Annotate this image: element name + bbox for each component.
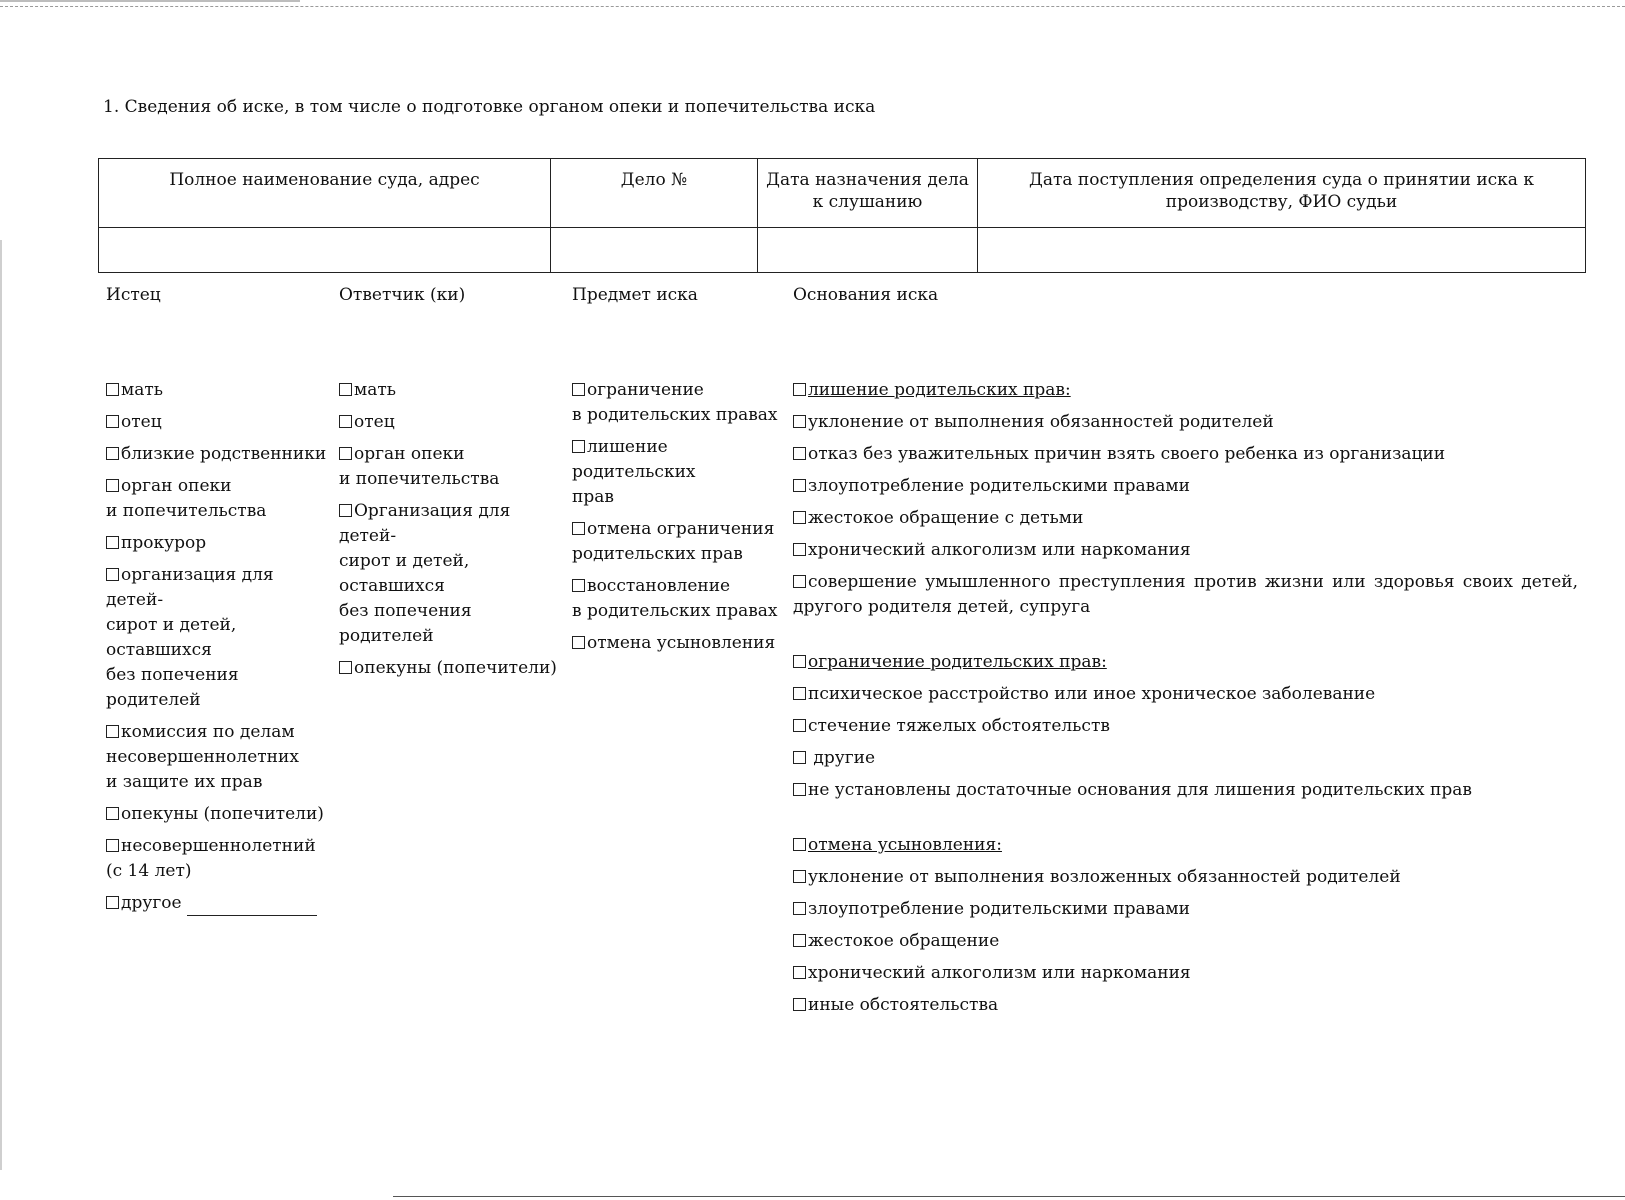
checkbox-icon[interactable]	[106, 536, 119, 549]
defendant-options	[339, 378, 564, 681]
grounds-option[interactable]: стечение тяжелых обстоятельств	[793, 714, 1578, 739]
plaintiff-column	[106, 283, 331, 923]
checkbox-icon[interactable]	[572, 636, 585, 649]
checkbox-icon[interactable]	[793, 655, 806, 668]
grounds-option[interactable]: злоупотребление родительскими правами	[793, 897, 1578, 922]
grounds-group-title[interactable]	[793, 833, 1578, 858]
grounds-option[interactable]: хронический алкоголизм или наркомания	[793, 538, 1578, 563]
checkbox-icon[interactable]	[106, 896, 119, 909]
subject-option[interactable]: отмена усыновления	[572, 631, 787, 656]
scan-artifact-dashed	[0, 6, 1625, 7]
checkbox-icon[interactable]	[106, 839, 119, 852]
checkbox-icon[interactable]	[106, 479, 119, 492]
checkbox-icon[interactable]	[793, 575, 806, 588]
plaintiff-option[interactable]: опекуны (попечители)	[106, 802, 331, 827]
grounds-group-title[interactable]	[793, 378, 1578, 403]
grounds-option[interactable]: иные обстоятельства	[793, 993, 1578, 1018]
checkbox-icon[interactable]	[339, 383, 352, 396]
grounds-group	[793, 833, 1578, 1018]
checkbox-icon[interactable]	[572, 579, 585, 592]
grounds-option[interactable]: уклонение от выполнения возложенных обязанностей родителей	[793, 865, 1578, 890]
checkbox-icon[interactable]	[106, 447, 119, 460]
grounds-option[interactable]: жестокое обращение	[793, 929, 1578, 954]
grounds-group-label: лишение родительских прав:	[808, 380, 1071, 400]
checkbox-icon[interactable]	[793, 934, 806, 947]
checkbox-icon[interactable]	[572, 383, 585, 396]
checkbox-icon[interactable]	[793, 719, 806, 732]
grounds-option[interactable]: отказ без уважительных причин взять своего ребенка из организации	[793, 442, 1578, 467]
checkbox-icon[interactable]	[106, 807, 119, 820]
grounds-option[interactable]: хронический алкоголизм или наркомания	[793, 961, 1578, 986]
scan-artifact-bottom	[393, 1196, 1625, 1197]
checkbox-icon[interactable]	[106, 568, 119, 581]
subject-title: Предмет иска	[572, 285, 698, 305]
plaintiff-option[interactable]: мать	[106, 378, 331, 403]
checkbox-icon[interactable]	[793, 511, 806, 524]
plaintiff-option[interactable]: орган опеки и попечительства	[106, 476, 267, 521]
plaintiff-option[interactable]: организация для детей- сирот и детей, оставшихся без попечения родителей	[106, 565, 274, 710]
checkbox-icon[interactable]	[339, 661, 352, 674]
checkbox-icon[interactable]	[793, 543, 806, 556]
scan-artifact-left	[0, 240, 2, 1170]
grounds-option[interactable]: совершение умышленного преступления против жизни или здоровья своих детей, другого родителя детей, супруга	[793, 572, 1578, 617]
plaintiff-options	[106, 378, 331, 916]
grounds-group-title[interactable]	[793, 650, 1578, 675]
grounds-option[interactable]: не установлены достаточные основания для лишения родительских прав	[793, 778, 1578, 803]
checkbox-icon[interactable]	[339, 415, 352, 428]
checkbox-icon[interactable]	[106, 725, 119, 738]
checkbox-icon[interactable]	[793, 902, 806, 915]
subject-column	[572, 283, 787, 663]
ruling-date-header: Дата поступления определения суда о принятии иска к производству, ФИО судьи	[978, 159, 1586, 228]
checkbox-icon[interactable]	[793, 447, 806, 460]
grounds-column	[793, 283, 1578, 1048]
court-name-header: Полное наименование суда, адрес	[99, 159, 551, 228]
court-info-table	[98, 158, 1586, 273]
court-table-header-row	[99, 159, 1586, 228]
grounds-option[interactable]: психическое расстройство или иное хроническое заболевание	[793, 682, 1578, 707]
grounds-groups	[793, 378, 1578, 1018]
subject-option[interactable]: отмена ограничения родительских прав	[572, 519, 775, 564]
plaintiff-option[interactable]: комиссия по делам несовершеннолетних и защите их прав	[106, 722, 299, 792]
defendant-option[interactable]: орган опеки и попечительства	[339, 444, 500, 489]
court-table-row	[99, 228, 1586, 273]
subject-options	[572, 378, 787, 656]
checkbox-icon[interactable]	[793, 479, 806, 492]
checkbox-icon[interactable]	[793, 870, 806, 883]
case-number-cell[interactable]	[551, 228, 758, 273]
checkbox-icon[interactable]	[793, 751, 806, 764]
checkbox-icon[interactable]	[106, 415, 119, 428]
grounds-option[interactable]: жестокое обращение с детьми	[793, 506, 1578, 531]
subject-option[interactable]: лишение родительских прав	[572, 437, 696, 507]
checkbox-icon[interactable]	[339, 447, 352, 460]
checkbox-icon[interactable]	[793, 783, 806, 796]
defendant-option[interactable]: Организация для детей- сирот и детей, оставшихся без попечения родителей	[339, 501, 511, 646]
plaintiff-option[interactable]: отец	[106, 410, 331, 435]
checkbox-icon[interactable]	[793, 966, 806, 979]
case-number-header: Дело №	[551, 159, 758, 228]
checkbox-icon[interactable]	[793, 687, 806, 700]
other-blank-field[interactable]	[187, 897, 317, 916]
plaintiff-option[interactable]: близкие родственники	[106, 442, 331, 467]
defendant-option[interactable]: отец	[339, 410, 564, 435]
plaintiff-title: Истец	[106, 285, 161, 305]
checkbox-icon[interactable]	[339, 504, 352, 517]
checkbox-icon[interactable]	[572, 440, 585, 453]
ruling-date-cell[interactable]	[978, 228, 1586, 273]
court-name-cell[interactable]	[99, 228, 551, 273]
checkbox-icon[interactable]	[572, 522, 585, 535]
plaintiff-option[interactable]: несовершеннолетний (с 14 лет)	[106, 836, 316, 881]
subject-option[interactable]: восстановление в родительских правах	[572, 576, 778, 621]
section-title: 1. Сведения об иске, в том числе о подготовке органом опеки и попечительства иска	[103, 97, 876, 117]
grounds-option[interactable]: злоупотребление родительскими правами	[793, 474, 1578, 499]
plaintiff-option[interactable]: другое	[106, 891, 331, 916]
checkbox-icon[interactable]	[793, 998, 806, 1011]
defendant-column	[339, 283, 564, 688]
subject-option[interactable]: ограничение в родительских правах	[572, 380, 778, 425]
checkbox-icon[interactable]	[793, 383, 806, 396]
grounds-group	[793, 378, 1578, 620]
checkbox-icon[interactable]	[106, 383, 119, 396]
defendant-title: Ответчик (ки)	[339, 285, 466, 305]
grounds-option[interactable]: уклонение от выполнения обязанностей родителей	[793, 410, 1578, 435]
grounds-group-label: отмена усыновления:	[808, 835, 1002, 855]
defendant-option[interactable]: опекуны (попечители)	[339, 656, 564, 681]
hearing-date-cell[interactable]	[758, 228, 978, 273]
plaintiff-option[interactable]: прокурор	[106, 531, 331, 556]
checkbox-icon[interactable]	[793, 415, 806, 428]
grounds-group-label: ограничение родительских прав:	[808, 652, 1107, 672]
defendant-option[interactable]: мать	[339, 378, 564, 403]
grounds-title: Основания иска	[793, 285, 939, 305]
grounds-option[interactable]: другие	[793, 746, 1578, 771]
grounds-group	[793, 650, 1578, 803]
hearing-date-header: Дата назначения дела к слушанию	[758, 159, 978, 228]
scan-artifact-top	[0, 0, 300, 2]
checkbox-icon[interactable]	[793, 838, 806, 851]
